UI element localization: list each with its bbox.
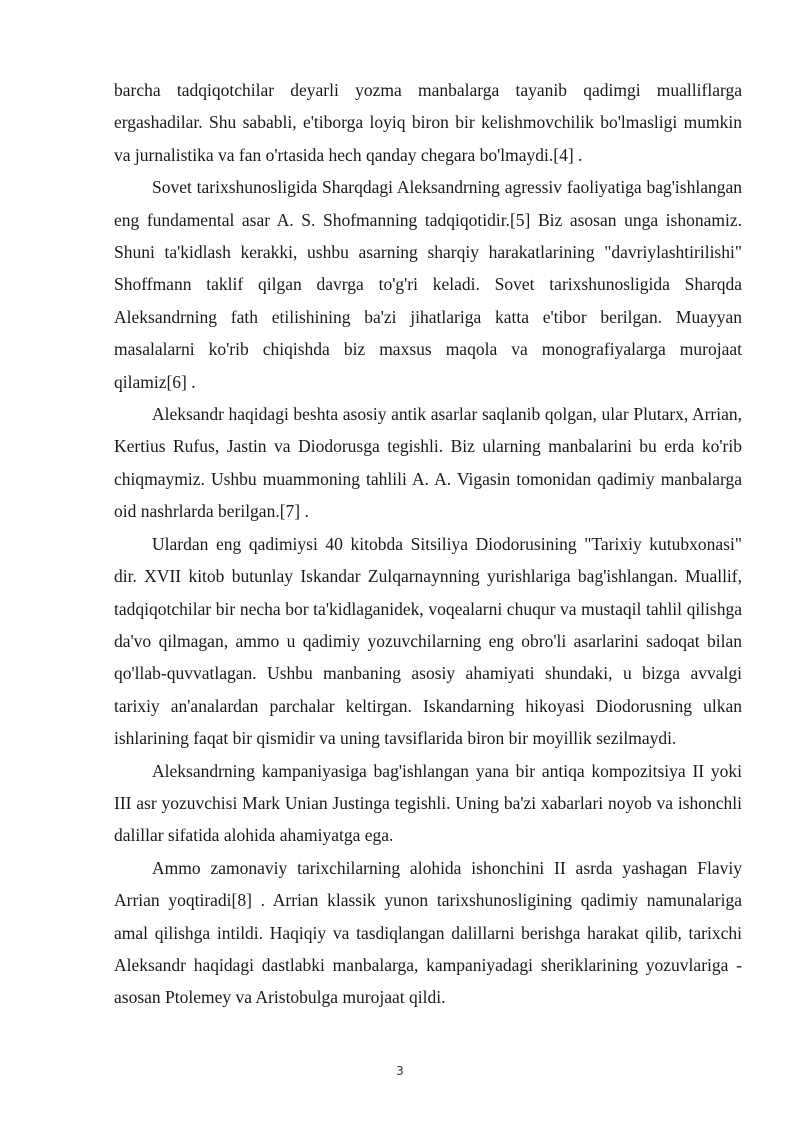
paragraph-continuation: barcha tadqiqotchilar deyarli yozma manbalarga tayanib qadimgi mualliflarga ergashadilar. Shu sababli, e'tiborga loyiq biron bir kelishmovchilik bo'lmasligi mumkin va jurnalistika va fan o'rtasida hech qanday chegara bo'lmaydi.[4] . [114,80,742,165]
page-body-text [114,74,742,1014]
paragraph-diodorus: Ulardan eng qadimiysi 40 kitobda Sitsiliya Diodorusining "Tarixiy kutubxonasi" dir. XVII kitob butunlay Iskandar Zulqarnaynning yurishlariga bag'ishlangan. Muallif, tadqiqotchilar bir necha bor ta'kidlaganidek, voqealarni chuqur va mustaqil tahlil qilishga da'vo qilmagan, ammo u qadimiy yozuvchilarning eng obro'li asarlarini sadoqat bilan qo'llab-quvvatlagan. Ushbu manbaning asosiy ahamiyati shundaki, u bizga avvalgi tarixiy an'analardan parchalar keltirgan. Iskandarning hikoyasi Diodorusning ulkan ishlarining faqat bir qismidir va uning tavsiflarida biron bir moyillik sezilmaydi. [114,533,742,749]
paragraph-soviet-historiography: Sovet tarixshunosligida Sharqdagi Aleksandrning agressiv faoliyatiga bag'ishlangan eng fundamental asar A. S. Shofmanning tadqiqotidir.[5] Biz asosan unga ishonamiz. Shuni ta'kidlash kerakki, ushbu asarning sharqiy harakatlarining "davriylashtirilishi" Shoffmann taklif qilgan davrga to'g'ri keladi. Sovet tarixshunosligida Sharqda Aleksandrning fath etilishining ba'zi jihatlariga katta e'tibor berilgan. Muayyan masalalarni ko'rib chiqishda biz maxsus maqola va monografiyalarga murojaat qilamiz[6] . [114,177,742,392]
paragraph-justin: Aleksandrning kampaniyasiga bag'ishlangan yana bir antiqa kompozitsiya II yoki III asr yozuvchisi Mark Unian Justinga tegishli. Uning ba'zi xabarlari noyob va ishonchli dalillar sifatida alohida ahamiyatga ega. [114,760,742,846]
page-number: 3 [396,1064,404,1078]
paragraph-ancient-works: Aleksandr haqidagi beshta asosiy antik asarlar saqlanib qolgan, ular Plutarx, Arrian, Kertius Rufus, Jastin va Diodorusga tegishli. Biz ularning manbalarini bu erda ko'rib chiqmaymiz. Ushbu muammoning tahlili A. A. Vigasin tomonidan qadimiy manbalarga oid nashrlarda berilgan.[7] . [114,404,742,522]
paragraph-arrian: Ammo zamonaviy tarixchilarning alohida ishonchini II asrda yashagan Flaviy Arrian yoqtiradi[8] . Arrian klassik yunon tarixshunosligining qadimiy namunalariga amal qilishga intildi. Haqiqiy va tasdiqlangan dalillarni berishga harakat qilib, tarixchi Aleksandr haqidagi dastlabki manbalarga, kampaniyadagi sheriklarining yozuvlariga - asosan Ptolemey va Aristobulga murojaat qildi. [114,857,742,1008]
